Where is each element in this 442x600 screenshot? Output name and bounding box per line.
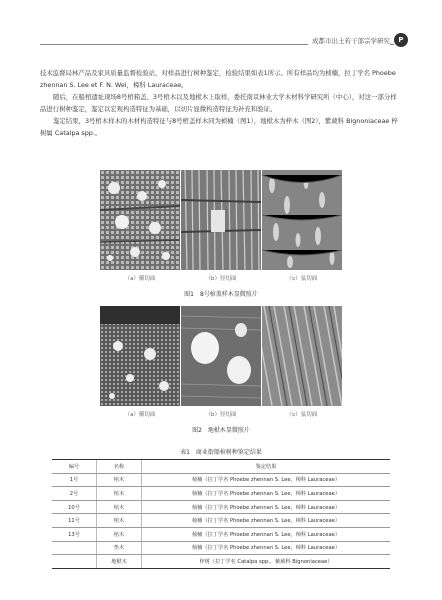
figure-1-caption: 图1 8号棺盖样木显微照片 xyxy=(184,291,258,298)
panel-caption-c: （c）弦切面 xyxy=(286,276,318,282)
panel-caption-a: （a）横切面 xyxy=(124,412,156,418)
cell-number: 11号 xyxy=(52,514,97,528)
micrograph-cross-section xyxy=(100,170,180,270)
cell-name: 棺木 xyxy=(97,487,142,501)
figure-2 xyxy=(0,306,442,434)
cell-name: 棺木 xyxy=(97,514,142,528)
cell-result: 桢楠（拉丁学名 Phoebe zhennan S. Lee，樟科 Lauraceae） xyxy=(142,487,391,501)
paragraph-1: 技术监督局林产品及家具质量监督检验站，对样品进行树种鉴定，检验结果如表1所示。所有样品均为桢楠，拉丁学名 Phoebe zhennan S. Lee et F. N. Wei，樟科 Lauraceae。 xyxy=(40,69,396,89)
table-row xyxy=(52,541,390,555)
cell-result: 桢楠（拉丁学名 Phoebe zhennan S. Lee，樟科 Lauraceae） xyxy=(142,473,391,487)
table-row xyxy=(52,500,390,514)
panel-caption-b: （b）径切面 xyxy=(205,276,237,282)
micrograph-radial-section xyxy=(181,170,261,270)
panel-caption-c: （c）弦切面 xyxy=(286,412,318,418)
table-row xyxy=(52,514,390,528)
table-row xyxy=(52,527,390,541)
figure-2-caption: 图2 地栿木显微照片 xyxy=(192,427,250,434)
page-number-badge: P xyxy=(394,33,408,47)
table-title: 表1 商业街船棺树种鉴定结果 xyxy=(180,449,262,456)
micrograph-tangential-section xyxy=(262,306,342,406)
cell-result: 桢楠（拉丁学名 Phoebe zhennan S. Lee，樟科 Lauraceae） xyxy=(142,541,391,555)
micrograph-cross-section xyxy=(100,306,180,406)
cell-number: 13号 xyxy=(52,527,97,541)
micrograph-radial-section xyxy=(181,306,261,406)
column-header-number: 编号 xyxy=(52,460,97,474)
running-title: 成都市出土若干部宗学研究 xyxy=(308,36,390,45)
cell-name: 棺木 xyxy=(97,527,142,541)
cell-result: 桢楠（拉丁学名 Phoebe zhennan S. Lee，樟科 Lauraceae） xyxy=(142,527,391,541)
panel-caption-a: （a）横切面 xyxy=(124,276,156,282)
cell-result: 桢楠（拉丁学名 Phoebe zhennan S. Lee，樟科 Lauraceae） xyxy=(142,514,391,528)
table-row xyxy=(52,555,390,569)
figure-1 xyxy=(0,170,442,298)
running-header xyxy=(0,33,442,51)
body-text xyxy=(40,67,402,139)
cell-result: 桢楠（拉丁学名 Phoebe zhennan S. Lee，樟科 Lauraceae） xyxy=(142,500,391,514)
cell-name: 棺木 xyxy=(97,473,142,487)
paragraph-2: 随后，在船棺遗址现场8号棺箱盖、3号棺木以及地栿木上取样，委托南京林业大学木材科学研究所（中心），对这一部分样品进行树种鉴定，鉴定以宏观构造特征为基础，以切片显微构造特征为补充和验证。 xyxy=(40,93,397,113)
cell-number xyxy=(52,541,97,555)
paragraph-3: 鉴定结果，3号棺木样木的木材构造特征与8号棺盖样木同为桢楠（图1），地栿木为梓木（图2），紫葳科 Bignoniaceae 梓树属 Catalpa spp.。 xyxy=(40,117,398,137)
table-row xyxy=(52,473,390,487)
identification-results-table xyxy=(52,459,390,569)
cell-name: 垫木 xyxy=(97,541,142,555)
cell-number: 1号 xyxy=(52,473,97,487)
cell-number: 10号 xyxy=(52,500,97,514)
table-row xyxy=(52,487,390,501)
micrograph-tangential-section xyxy=(262,170,342,270)
cell-number xyxy=(52,555,97,569)
cell-result: 梓树（拉丁学名 Catalpa spp.，紫葳科 Bignoniaceae） xyxy=(142,555,391,569)
panel-caption-b: （b）径切面 xyxy=(205,412,237,418)
cell-name: 棺木 xyxy=(97,500,142,514)
cell-name: 地栿木 xyxy=(97,555,142,569)
column-header-name: 名称 xyxy=(97,460,142,474)
column-header-result: 鉴定结果 xyxy=(142,460,391,474)
table-header-row xyxy=(52,460,390,474)
cell-number: 2号 xyxy=(52,487,97,501)
